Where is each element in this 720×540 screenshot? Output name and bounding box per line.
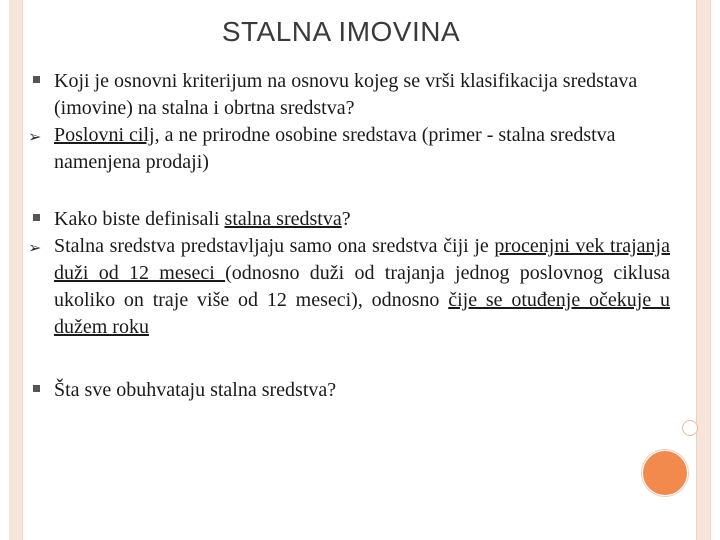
underlined-term: Poslovni cilj [54,124,155,146]
right-decorative-border [697,0,710,540]
orange-decorative-circle [642,450,688,496]
underlined-phrase: procenjni vek trajanja duži od 12 meseci [54,235,670,284]
slide-title: STALNA IMOVINA [221,16,461,47]
arrow-bullet-icon: ➢ [28,127,42,146]
slide-content [30,68,670,404]
underlined-phrase: čije se otuđenje očekuje u dužem roku [54,289,670,338]
small-decorative-circle [682,420,698,436]
bullet-text: ? [341,208,351,230]
bullet-text: Stalna sredstva predstavljaju samo ona sredstva čiji je [54,235,495,257]
bullet-text: (odnosno duži od trajanja jednog poslovnog ciklusa ukoliko on traje više od 12 meseci), odnosno [54,262,670,311]
bullet-text: , a ne prirodne osobine sredstava (primer - stalna sredstva namenjena prodaji) [54,124,616,173]
square-bullet-icon [33,385,40,392]
bullet-text: Kako biste definisali [54,208,225,230]
left-decorative-border [9,0,22,540]
bullet-question-2 [30,206,670,233]
bullet-text: Šta sve obuhvataju stalna sredstva? [54,379,337,401]
bullet-answer-2 [30,233,670,341]
bullet-question-1 [30,68,670,122]
bullet-answer-1 [30,122,670,176]
bullet-question-3 [30,377,670,404]
underlined-term: stalna sredstva [224,208,342,230]
arrow-bullet-icon: ➢ [28,238,42,257]
square-bullet-icon [33,214,40,221]
square-bullet-icon [33,76,40,83]
bullet-text: Koji je osnovni kriterijum na osnovu kojeg se vrši klasifikacija sredstava (imovine) na stalna i obrtna sredstva? [54,70,638,119]
